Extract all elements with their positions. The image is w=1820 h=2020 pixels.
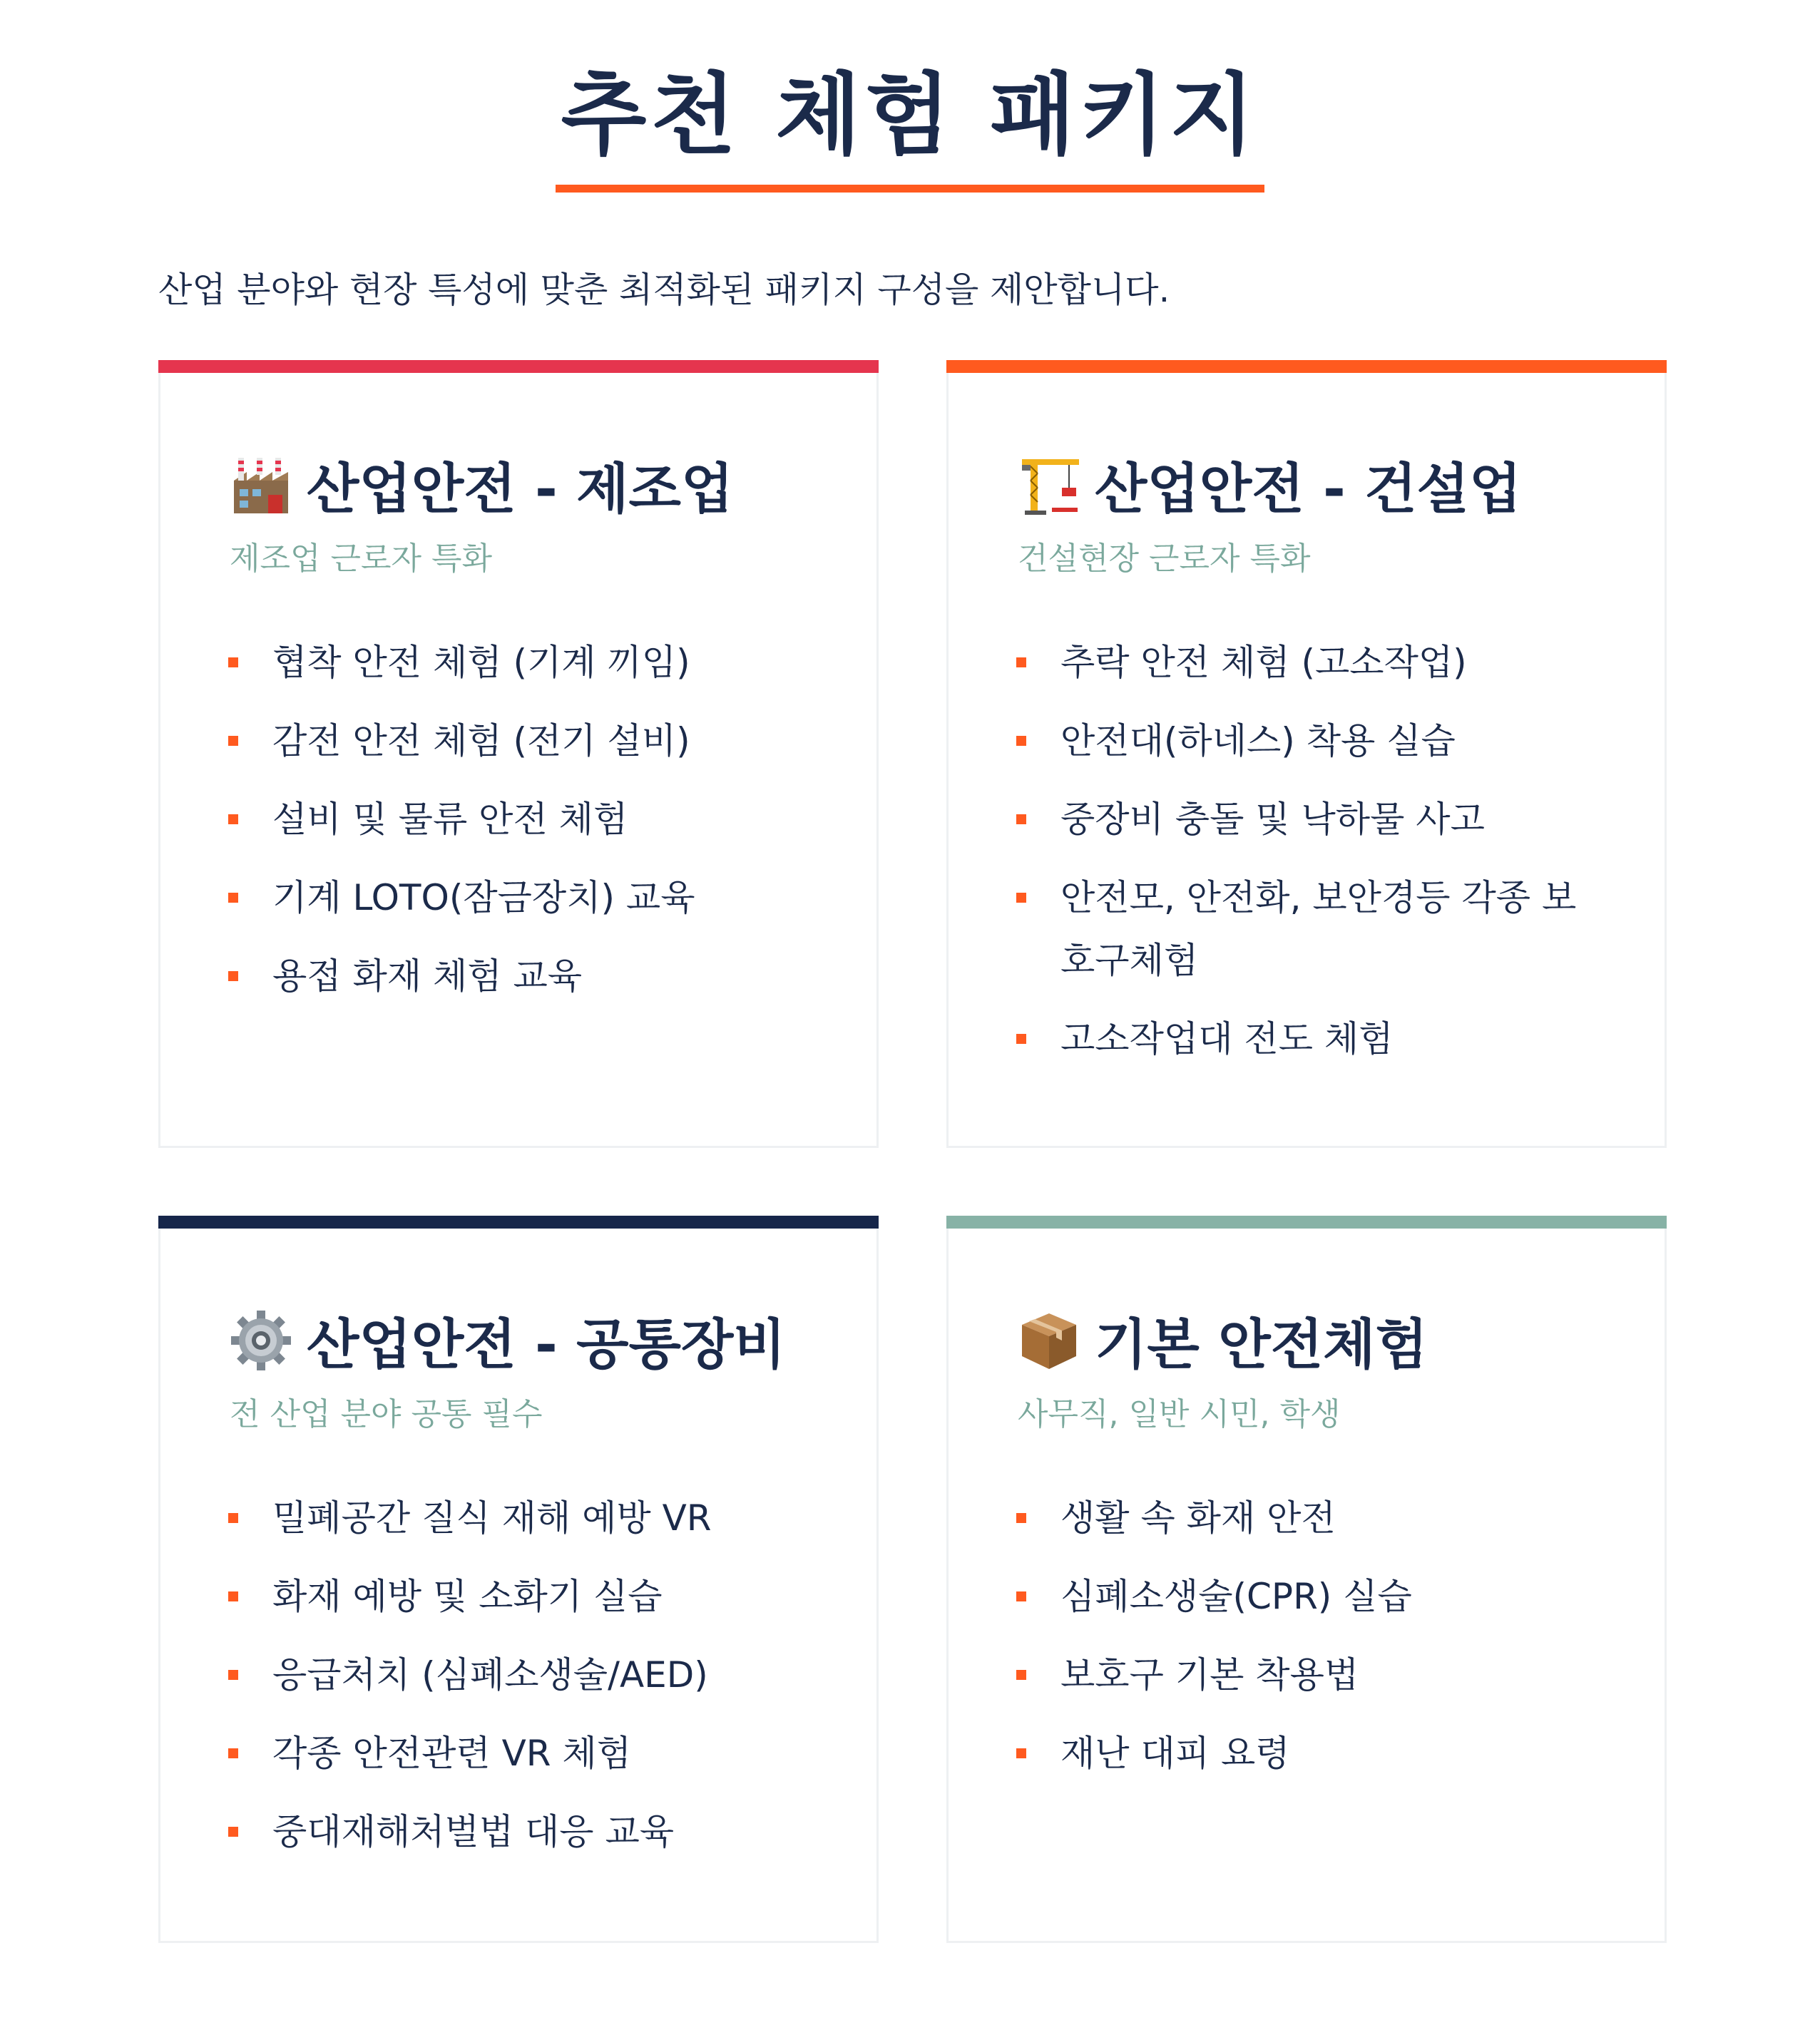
list-item [228, 945, 848, 1008]
package-card-basic [946, 1216, 1667, 1943]
list-item [1016, 866, 1587, 992]
list-item [228, 709, 848, 772]
list-item-label: 중장비 충돌 및 낙하물 사고 [1060, 799, 1485, 840]
card-item-list [228, 631, 848, 1023]
list-item-label: 추락 안전 체험 (고소작업) [1060, 642, 1467, 683]
list-item-label: 재난 대피 요령 [1060, 1733, 1290, 1774]
list-item [1016, 1644, 1636, 1706]
list-item [1016, 788, 1636, 851]
list-item-label: 설비 및 물류 안전 체험 [272, 799, 628, 840]
list-item [228, 866, 848, 929]
card-item-list [1016, 1487, 1636, 1800]
card-item-list [1016, 631, 1636, 1086]
card-subtitle: 제조업 근로자 특화 [230, 540, 493, 577]
card-accent-bar [946, 360, 1667, 373]
factory-icon [228, 452, 294, 518]
list-item [228, 1644, 848, 1706]
list-item-label: 안전대(하네스) 착용 실습 [1060, 720, 1456, 762]
bullet-icon [228, 1513, 238, 1523]
list-item-label: 각종 안전관련 VR 체험 [272, 1733, 632, 1774]
bullet-icon [228, 1827, 238, 1837]
card-title: 산업안전 - 제조업 [307, 457, 734, 521]
bullet-icon [228, 893, 238, 903]
list-item-label: 심폐소생술(CPR) 실습 [1060, 1576, 1412, 1617]
list-item [228, 788, 848, 851]
card-accent-bar [158, 360, 879, 373]
list-item [1016, 1487, 1636, 1549]
card-accent-bar [946, 1216, 1667, 1229]
list-item-label: 중대재해처벌법 대응 교육 [272, 1811, 675, 1852]
list-item-label: 감전 안전 체험 (전기 설비) [272, 720, 690, 762]
list-item-label: 화재 예방 및 소화기 실습 [272, 1576, 663, 1617]
card-header [228, 446, 733, 523]
list-item [228, 631, 848, 694]
bullet-icon [1016, 814, 1026, 824]
card-title: 기본 안전체험 [1095, 1313, 1428, 1376]
bullet-icon [228, 1670, 238, 1680]
page-header [0, 63, 1820, 193]
list-item-label: 보호구 기본 착용법 [1060, 1654, 1359, 1696]
list-item-label: 협착 안전 체험 (기계 끼임) [272, 642, 690, 683]
bullet-icon [1016, 1513, 1026, 1523]
list-item-label: 기계 LOTO(잠금장치) 교육 [272, 877, 695, 918]
package-card-common-equipment [158, 1216, 879, 1943]
bullet-icon [228, 1591, 238, 1601]
card-header [1016, 1301, 1428, 1379]
crane-icon [1016, 452, 1082, 518]
bullet-icon [1016, 657, 1026, 667]
bullet-icon [1016, 1748, 1026, 1758]
list-item [1016, 1008, 1636, 1070]
bullet-icon [228, 736, 238, 746]
list-item [228, 1565, 848, 1628]
card-subtitle: 사무직, 일반 시민, 학생 [1018, 1396, 1341, 1432]
bullet-icon [1016, 1670, 1026, 1680]
list-item-label: 응급처치 (심폐소생술/AED) [272, 1654, 708, 1696]
card-accent-bar [158, 1216, 879, 1229]
list-item [1016, 631, 1636, 694]
card-header [1016, 446, 1521, 523]
package-card-manufacturing [158, 360, 879, 1148]
bullet-icon [228, 1748, 238, 1758]
card-header [228, 1301, 786, 1379]
list-item [1016, 1565, 1636, 1628]
list-item-label: 생활 속 화재 안전 [1060, 1497, 1336, 1539]
list-item-label: 안전모, 안전화, 보안경등 각종 보호구체험 [1060, 877, 1577, 981]
card-title: 산업안전 - 건설업 [1095, 457, 1522, 521]
bullet-icon [1016, 1591, 1026, 1601]
list-item [1016, 709, 1636, 772]
list-item-label: 용접 화재 체험 교육 [272, 955, 583, 997]
card-item-list [228, 1487, 848, 1879]
bullet-icon [228, 971, 238, 981]
bullet-icon [1016, 1034, 1026, 1044]
package-icon [1016, 1308, 1082, 1373]
card-subtitle: 건설현장 근로자 특화 [1018, 540, 1311, 577]
intro-text: 산업 분야와 현장 특성에 맞춘 최적화된 패키지 구성을 제안합니다. [158, 270, 1170, 310]
list-item-label: 고소작업대 전도 체험 [1060, 1018, 1394, 1060]
page-title: 추천 체험 패키지 [556, 63, 1265, 193]
list-item [228, 1487, 848, 1549]
card-subtitle: 전 산업 분야 공통 필수 [230, 1396, 543, 1432]
bullet-icon [1016, 893, 1026, 903]
bullet-icon [228, 657, 238, 667]
package-card-construction [946, 360, 1667, 1148]
card-title: 산업안전 - 공통장비 [307, 1313, 786, 1376]
list-item-label: 밀폐공간 질식 재해 예방 VR [272, 1497, 712, 1539]
bullet-icon [1016, 736, 1026, 746]
list-item [228, 1800, 848, 1863]
bullet-icon [228, 814, 238, 824]
list-item [1016, 1722, 1636, 1785]
list-item [228, 1722, 848, 1785]
gear-icon [228, 1308, 294, 1373]
